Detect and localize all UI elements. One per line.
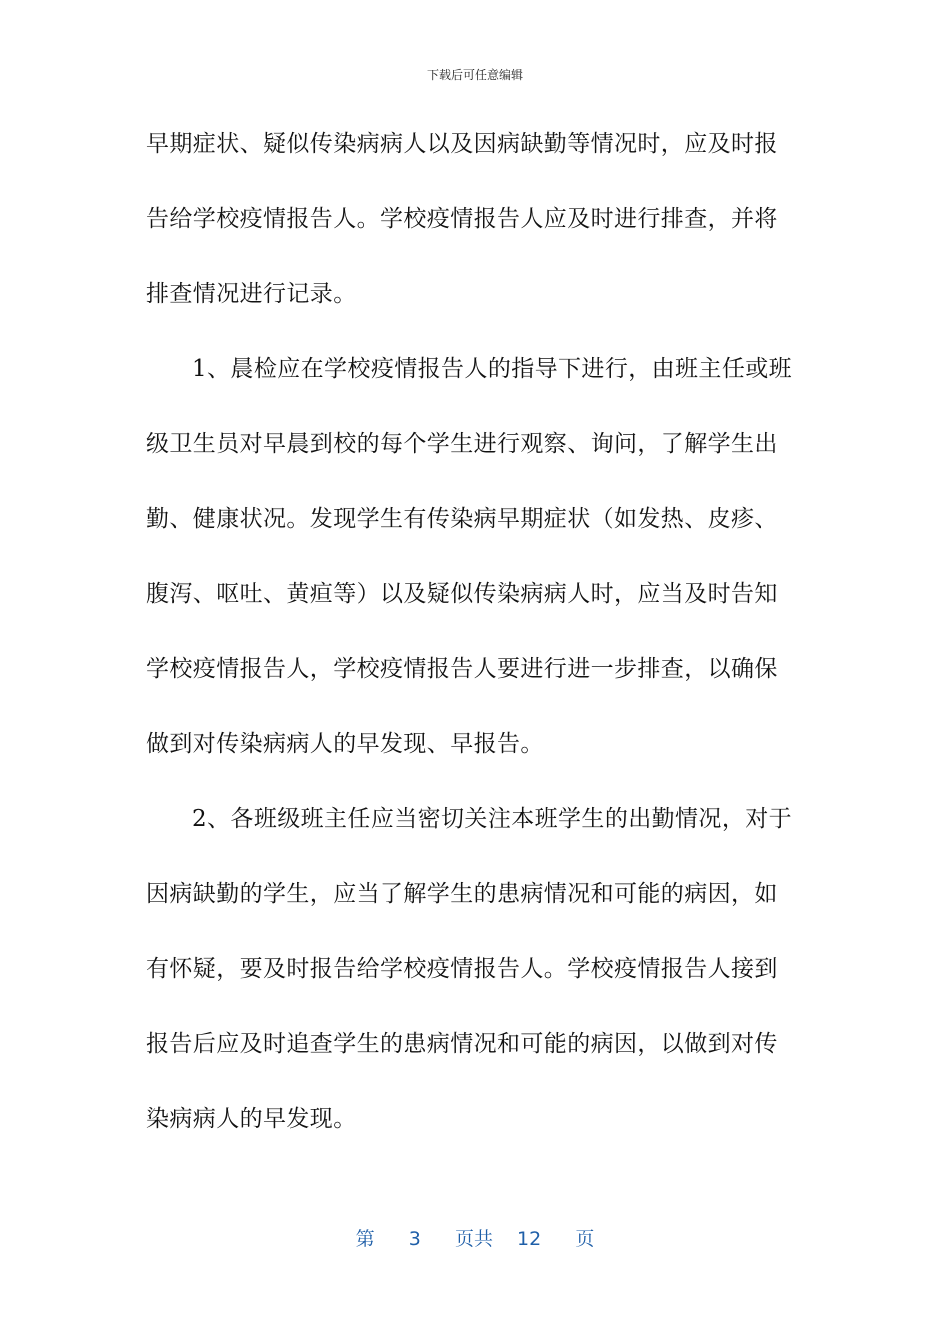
total-pages-number: 12 (517, 1228, 542, 1250)
text-line: 排查情况进行记录。 (146, 281, 357, 307)
document-body (146, 122, 806, 1172)
text-line: 2、各班级班主任应当密切关注本班学生的出勤情况，对于 (192, 806, 793, 832)
text-line: 染病病人的早发现。 (146, 1106, 357, 1132)
footer-middle: 页共 (454, 1228, 493, 1250)
text-line: 做到对传染病病人的早发现、早报告。 (146, 731, 544, 757)
footer-suffix: 页 (575, 1228, 595, 1250)
text-line: 告给学校疫情报告人。学校疫情报告人应及时进行排查，并将 (146, 206, 778, 232)
text-line: 级卫生员对早晨到校的每个学生进行观察、询问，了解学生出 (146, 431, 778, 457)
current-page-number: 3 (408, 1228, 421, 1250)
text-line: 因病缺勤的学生，应当了解学生的患病情况和可能的病因，如 (146, 881, 778, 907)
header-note: 下载后可任意编辑 (426, 68, 523, 82)
text-line: 腹泻、呕吐、黄疸等）以及疑似传染病病人时，应当及时告知 (146, 581, 778, 607)
text-line: 报告后应及时追查学生的患病情况和可能的病因，以做到对传 (146, 1031, 778, 1057)
text-line: 勤、健康状况。发现学生有传染病早期症状（如发热、皮疹、 (146, 506, 778, 532)
page-footer (0, 1224, 950, 1251)
footer-prefix: 第 (355, 1228, 375, 1250)
text-line: 1、晨检应在学校疫情报告人的指导下进行，由班主任或班 (192, 356, 793, 382)
text-line: 有怀疑，要及时报告给学校疫情报告人。学校疫情报告人接到 (146, 956, 778, 982)
text-line: 早期症状、疑似传染病病人以及因病缺勤等情况时，应及时报 (146, 131, 778, 157)
text-line: 学校疫情报告人，学校疫情报告人要进行进一步排查，以确保 (146, 656, 778, 682)
